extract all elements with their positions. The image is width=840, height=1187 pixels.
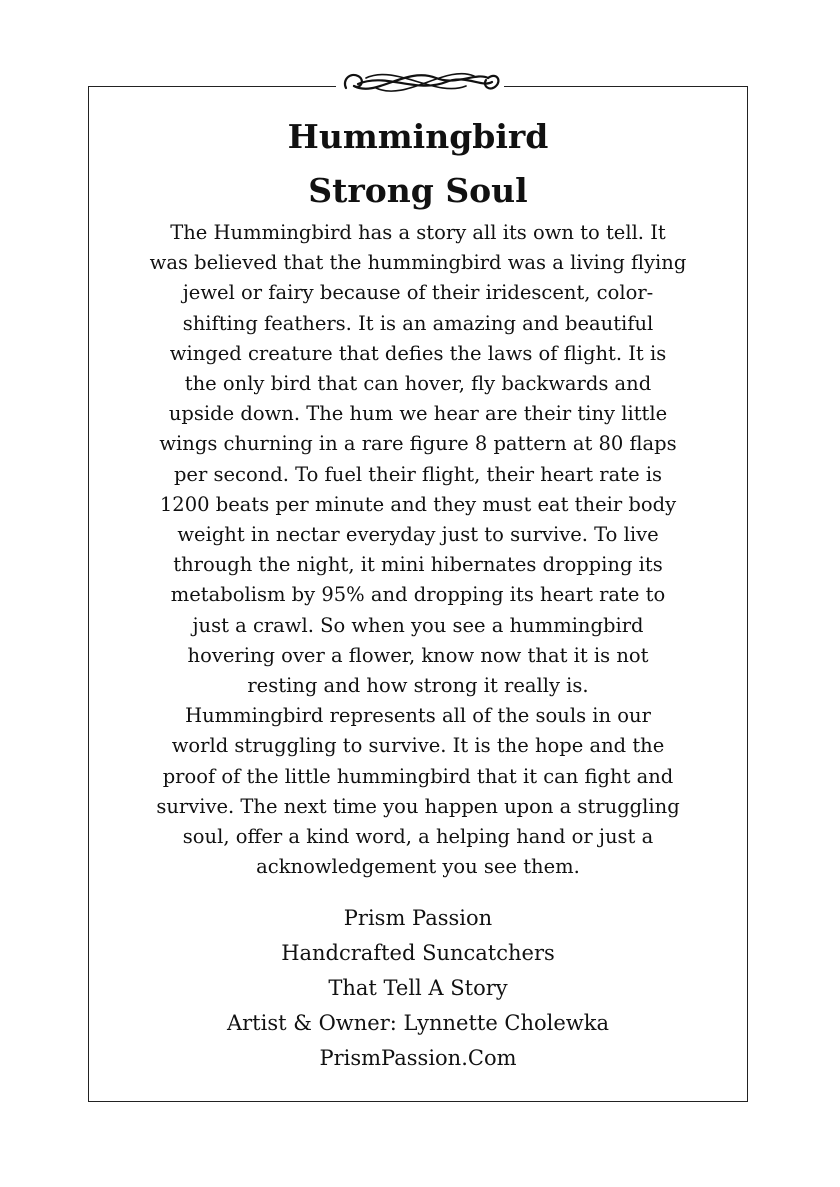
brand-tagline: Handcrafted Suncatchers	[281, 941, 555, 965]
body-line: just a crawl. So when you see a hummingbird	[192, 613, 644, 637]
body-line: The Hummingbird has a story all its own to tell. It	[170, 221, 666, 244]
body-line: world struggling to survive. It is the hope and the	[171, 734, 665, 758]
body-line: winged creature that defies the laws of flight. It is	[169, 341, 667, 365]
body-line: hovering over a flower, know now that it is not	[187, 643, 649, 667]
brand-name: Prism Passion	[343, 906, 493, 930]
body-line: shifting feathers. It is an amazing and beautiful	[182, 311, 654, 335]
body-line: acknowledgement you see them.	[256, 855, 580, 879]
body-line: jewel or fairy because of their iridescent, color-	[182, 281, 654, 305]
body-line: per second. To fuel their flight, their heart rate is	[173, 462, 663, 486]
story-body	[110, 218, 726, 882]
body-line: the only bird that can hover, fly backwards and	[184, 372, 652, 396]
body-line: soul, offer a kind word, a helping hand or just a	[182, 825, 654, 849]
body-line: wings churning in a rare figure 8 pattern at 80 flaps	[159, 432, 677, 456]
title-line-1: Hummingbird	[287, 117, 549, 156]
artist-owner: Artist & Owner: Lynnette Cholewka	[226, 1011, 610, 1035]
brand-tagline-2: That Tell A Story	[328, 976, 508, 1000]
title-line-2: Strong Soul	[308, 171, 528, 210]
body-line: upside down. The hum we hear are their tiny little	[168, 402, 668, 426]
body-line: weight in nectar everyday just to survive. To live	[177, 523, 659, 547]
scroll-flourish-icon	[336, 58, 504, 108]
website: PrismPassion.Com	[319, 1046, 517, 1070]
body-line: metabolism by 95% and dropping its heart rate to	[170, 583, 666, 607]
body-line: was believed that the hummingbird was a living flying	[149, 251, 687, 275]
artist-credit	[88, 901, 748, 1076]
body-line: survive. The next time you happen upon a struggling	[156, 794, 680, 818]
body-line: proof of the little hummingbird that it can fight and	[162, 764, 674, 788]
body-line: resting and how strong it really is.	[247, 674, 589, 698]
page-title	[88, 110, 748, 218]
body-line: 1200 beats per minute and they must eat their body	[159, 492, 677, 516]
body-line: through the night, it mini hibernates dropping its	[173, 553, 663, 577]
body-line: Hummingbird represents all of the souls in our	[185, 704, 651, 728]
